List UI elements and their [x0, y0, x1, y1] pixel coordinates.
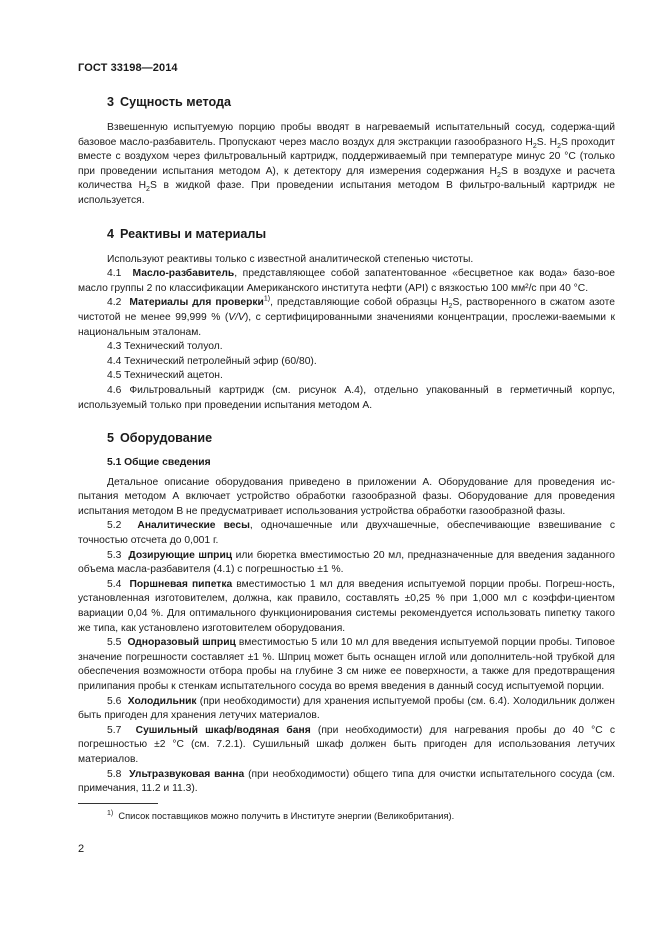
subscript: 2 — [496, 171, 501, 179]
item-5-5 — [78, 636, 615, 694]
italic-unit: V/V — [228, 311, 245, 323]
item-4-1 — [78, 267, 615, 296]
item-4-3: 4.3 Технический толуол. — [107, 341, 223, 353]
text-run: S, растворенного в сжатом азоте чистотой не менее 99,999 % ( — [78, 297, 615, 323]
footnote-ref: 1) — [263, 295, 271, 303]
item-4-6: 4.6 Фильтровальный картридж (см. рисунок А.4), отдельно упакованный в герметичный корпус, используемый только при проведении испытания методом А. — [78, 384, 615, 411]
section-title: Оборудование — [120, 431, 213, 446]
text-run: , одночашечные или двухчашечные, обеспечивающие взвешивание с точностью отсчета до 0,001 г. — [78, 520, 615, 547]
term: Сушильный шкаф/водяная баня — [135, 724, 311, 736]
text-run: (при необходимости) для нагревания пробы до 40 °C с погрешностью ±2 °C (см. 7.2.1). Сушильный шкаф должен быть пригоден для использования летучих материалов. — [78, 724, 615, 765]
section-3-paragraph — [78, 121, 615, 209]
term: Ультразвуковая ванна — [129, 768, 245, 780]
text-run: S проходит вместе с воздухом через фильтровальный картридж, поддерживаемый при температуре минус 20 °C (только при проведении испытания методом A), к детектору для измерения содержания H — [78, 136, 615, 177]
text-run: Взвешенную испытуемую порцию пробы вводят в нагреваемый испытательный сосуд, содержа-щий базовое масло-разбавитель. Пропускают через масло воздух для экстракции газообразного H — [78, 122, 615, 148]
term: Холодильник — [127, 695, 197, 707]
term: Масло-разбавитель — [132, 268, 235, 280]
text-run: ), с сертифицированными значениями концентрации, прослежи-ваемыми к национальным эталонам. — [78, 311, 616, 338]
section-4-heading — [78, 226, 615, 243]
document-header: ГОСТ 33198—2014 — [78, 62, 178, 74]
item-4-4: 4.4 Технический петролейный эфир (60/80). — [107, 355, 317, 367]
text-run: или бюретка вместимостью 20 мл, предназначенные для введения заданного объема масла-разбавителя (4.1) с погрешностью ±1 %. — [78, 549, 615, 576]
text-run: , представляющие собой образцы H — [270, 297, 449, 309]
subscript: 2 — [448, 303, 453, 311]
section-title: Реактивы и материалы — [120, 226, 267, 241]
item-number: 5.2 — [107, 520, 122, 532]
text-run: (при необходимости) для хранения испытуемой пробы (см. 6.4). Холодильник должен быть пригоден для хранения летучих материалов. — [78, 695, 615, 722]
term: Аналитические весы — [137, 520, 250, 532]
item-number: 4.1 — [107, 268, 122, 280]
item-number: 5.5 — [107, 637, 122, 649]
text-run: S в воздухе и расчета количества H — [78, 165, 615, 192]
term: Поршневая пипетка — [129, 578, 233, 590]
subscript: 2 — [146, 186, 150, 194]
page-number: 2 — [78, 843, 85, 855]
section-5-paragraph: Детальное описание оборудования приведено в приложении А. Оборудование для проведения ис-пытания методом А включает устройство обработки газообразной фазы. Оборудование для проведения испытания методом В не предусматривает использования устройства обработки газообразной фазы. — [78, 476, 615, 517]
section-number: 4 — [107, 226, 115, 241]
section-5-heading — [78, 430, 615, 447]
item-5-2 — [78, 519, 615, 548]
footnote — [78, 810, 615, 823]
section-3-heading — [78, 94, 615, 111]
item-4-2 — [78, 296, 615, 340]
section-number: 3 — [107, 95, 115, 109]
item-number: 5.7 — [107, 724, 122, 736]
item-number: 4.2 — [107, 297, 122, 309]
subscript: 2 — [557, 142, 562, 150]
item-5-4 — [78, 578, 615, 636]
item-4-5: 4.5 Технический ацетон. — [107, 370, 223, 382]
item-5-7 — [78, 724, 615, 768]
section-4-intro: Используют реактивы только с известной аналитической степенью чистоты. — [107, 253, 474, 265]
subscript: 2 — [532, 142, 537, 150]
section-title: Сущность метода — [120, 95, 231, 109]
item-5-6 — [78, 695, 615, 724]
section-number: 5 — [107, 431, 115, 446]
term: Дозирующие шприц — [128, 549, 233, 561]
item-number: 5.8 — [107, 768, 122, 780]
text-run: вместимостью 5 или 10 мл для введения испытуемой порции пробы. Типовое значение погрешности составляет ±1 %. Шприц может быть оснащен иглой или дополнитель-ной трубкой для обеспечения возможности отбора пробы на глубине 3 см ниже ее поверхности, а также для предотвращения прилипания пробы к стенкам испытательного сосуда во время введения в данный сосуд испытуемой порции. — [78, 637, 615, 692]
item-number: 5.4 — [107, 578, 122, 590]
subsection-5-1-heading: 5.1 Общие сведения — [107, 457, 211, 469]
term: Одноразовый шприц — [127, 637, 236, 649]
item-number: 5.6 — [107, 695, 122, 707]
footnote-divider — [78, 803, 158, 804]
text-run: S в жидкой фазе. При проведении испытания методом B фильтро-вальный картридж не используется. — [78, 180, 615, 206]
text-run: , представляющее собой запатентованное «бесцветное как вода» базо-вое масло группы 2 по классификации Американского института нефти (API) с вязкостью 100 мм²/с при 40 °C. — [78, 268, 615, 294]
footnote-mark: 1) — [107, 809, 114, 817]
item-5-8 — [78, 768, 615, 797]
term: Материалы для проверки — [129, 297, 264, 309]
footnote-text: Список поставщиков можно получить в Институте энергии (Великобритания). — [118, 810, 455, 821]
page-content — [78, 92, 615, 823]
item-number: 5.3 — [107, 549, 122, 561]
text-run: S. H — [536, 136, 558, 148]
item-5-3 — [78, 549, 615, 578]
text-run: (при необходимости) общего типа для очистки испытательного сосуда (см. примечания, 11.2 и 11.3). — [78, 768, 615, 795]
text-run: вместимостью 1 мл для введения испытуемой порции пробы. Погреш-ность, установленная изготовителем, должна, как правило, составлять ±0,25 % при 1,000 мл с коэффи-циентом вариации 0,04 %. Для оптимального функционирования системы рекомендуется использовать пипетку такого же типа, как установлено изготовителем оборудования. — [78, 578, 615, 634]
